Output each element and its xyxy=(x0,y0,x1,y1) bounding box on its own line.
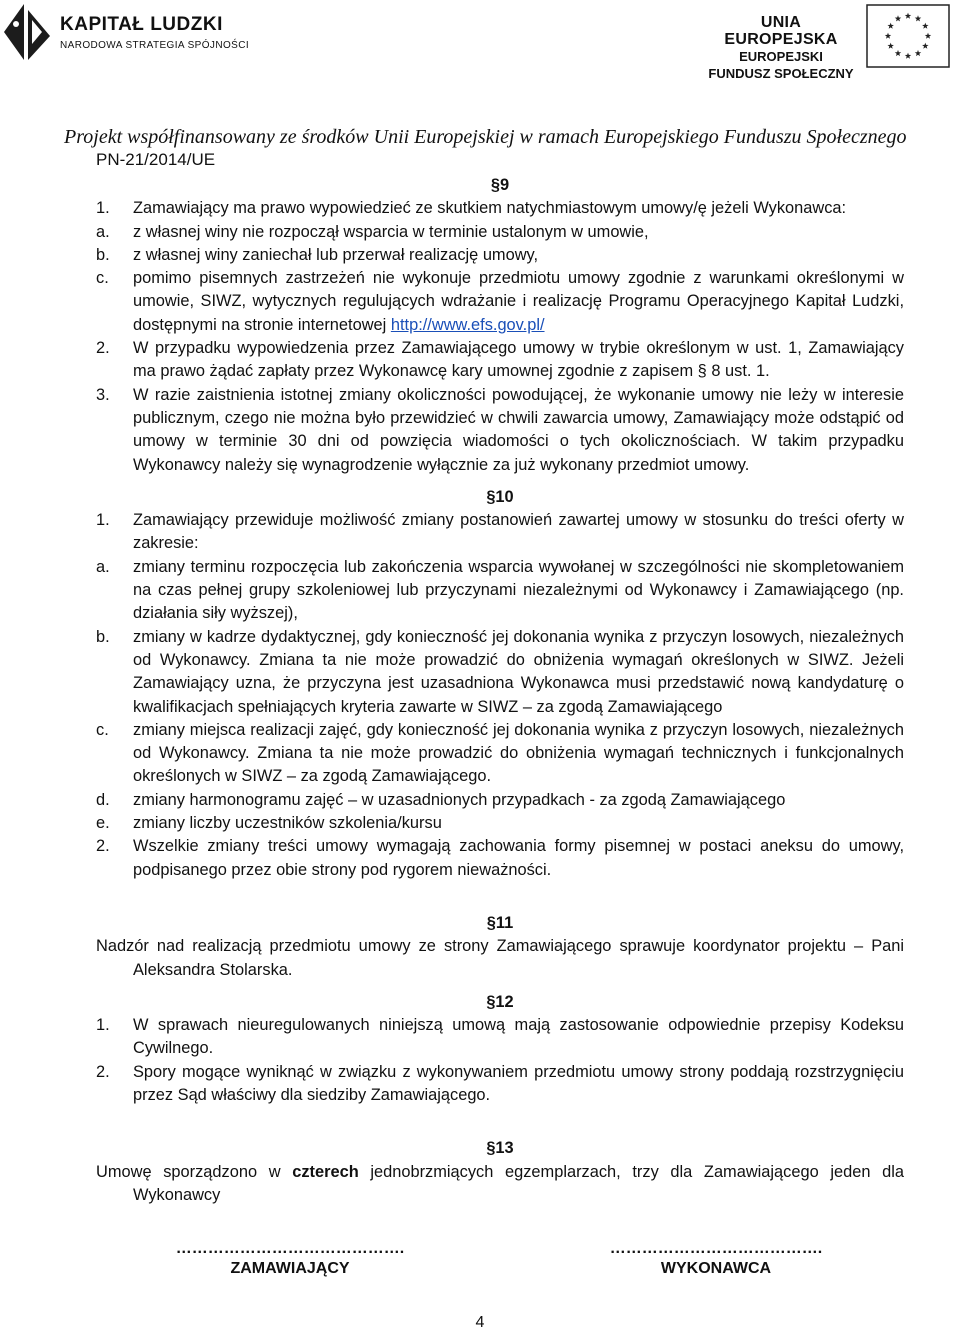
project-cofinancing-line: Projekt współfinansowany ze środków Unii Europejskiej w ramach Europejskiego Funduszu Społecznego xyxy=(64,126,907,148)
list-item: c. zmiany miejsca realizacji zajęć, gdy konieczność jej dokonania wynika z przyczyn losowych, niezależnych od Wykonawcy. Zmiana ta nie może prowadzić do obniżenia wymagań technicznych i funkcjonalnych określonych w SIWZ – za zgodą Zamawiającego. xyxy=(96,720,904,786)
eu-line3: FUNDUSZ SPOŁECZNY xyxy=(708,66,854,81)
list-item: b. zmiany w kadrze dydaktycznej, gdy konieczność jej dokonania wynika z przyczyn losowych, niezależnych od Wykonawcy. Zmiana ta nie może prowadzić do obniżenia wymagań określonych w SIWZ. Jeżeli Zamawiający uzna, że przyczyna jest uzasadniona Wykonawca musi przedstawić nową kandydaturę o kwalifikacjach spełniających kryteria zawarte w SIWZ – za zgodą Zamawiającego xyxy=(96,627,904,716)
signature-wykonawca xyxy=(596,1240,836,1278)
list-item: 2. Spory mogące wyniknąć w związku z wykonywaniem przedmiotu umowy strony poddają rozstrzygnięciu przez Sąd właściwy dla siedziby Zamawiającego. xyxy=(96,1062,904,1104)
list-item: c. pomimo pisemnych zastrzeżeń nie wykonuje przedmiotu umowy zgodnie z warunkami określonymi w umowie, SIWZ, wytycznych regulujących wdrażanie i realizację Programu Operacyjnego Kapitał Ludzki, dostępnymi na stronie internetowej http://www.efs.gov.pl/ xyxy=(96,269,904,334)
list-item-text: pomimo pisemnych zastrzeżeń nie wykonuje przedmiotu umowy zgodnie z warunkami określonymi w umowie, SIWZ, wytycznych regulujących wdrażanie i realizację Programu Operacyjnego Kapitał Ludzki, dostępnymi na stronie internetowej xyxy=(133,269,904,334)
document-body xyxy=(96,174,904,1207)
list-item: a. z własnej winy nie rozpoczął wsparcia w terminie ustalonym w umowie, xyxy=(96,222,649,241)
list-item: a. zmiany terminu rozpoczęcia lub zakończenia wsparcia wywołanej w szczególności nie skompletowaniem na czas pełnej grupy szkoleniowej lub przyczynami niezależnymi od Wykonawcy i Zamawiającego (np. działania siły wyższej), xyxy=(96,557,904,623)
list-item: b. z własnej winy zaniechał lub przerwał realizację umowy, xyxy=(96,245,539,264)
kapital-ludzki-subtitle: NARODOWA STRATEGIA SPÓJNOŚCI xyxy=(60,40,250,51)
page-number: 4 xyxy=(475,1314,485,1331)
list-item: d. zmiany harmonogramu zajęć – w uzasadnionych przypadkach - za zgodą Zamawiającego xyxy=(96,790,786,809)
page-header xyxy=(0,0,960,81)
section-title-9: §9 xyxy=(490,176,510,194)
kapital-ludzki-logo-icon xyxy=(4,4,52,60)
section-title-13: §13 xyxy=(486,1139,514,1158)
efs-link[interactable]: http://www.efs.gov.pl/ xyxy=(390,315,545,334)
signature-label: ZAMAWIAJĄCY xyxy=(230,1260,350,1277)
section-13-text: Umowę sporządzono w czterech jednobrzmiących egzemplarzach, trzy dla Zamawiającego jeden dla Wykonawcy xyxy=(96,1162,904,1204)
list-item: e. zmiany liczby uczestników szkolenia/kursu xyxy=(96,814,442,833)
reference-number: PN-21/2014/UE xyxy=(96,150,216,169)
eu-text-block xyxy=(708,14,854,82)
signature-label: WYKONAWCA xyxy=(660,1260,772,1277)
list-item: 1. W sprawach nieuregulowanych niniejszą umową mają zastosowanie odpowiednie przepisy Kodeksu Cywilnego. xyxy=(96,1016,904,1058)
list-item: 3. W razie zaistnienia istotnej zmiany okoliczności powodującej, że wykonanie umowy nie leży w interesie publicznym, czego nie można było przewidzieć w chwili zawarcia umowy, Zamawiający może odstąpić od umowy w terminie 30 dni od powzięcia wiadomości o tych okolicznościach. W takim przypadku Wykonawcy należy się wynagrodzenie wyłącznie za już wykonany przedmiot umowy. xyxy=(96,385,904,474)
signature-line: …………………………………. xyxy=(609,1240,823,1257)
section-title-11: §11 xyxy=(486,913,514,932)
signature-line: ……………………………………. xyxy=(175,1240,405,1257)
section-title-10: §10 xyxy=(486,487,514,506)
signature-zamawiajacy xyxy=(170,1240,410,1278)
eu-line1: UNIA EUROPEJSKA xyxy=(724,14,838,48)
eu-flag-icon xyxy=(866,4,950,68)
kapital-ludzki-title: KAPITAŁ LUDZKI xyxy=(60,14,223,35)
list-item: 1. Zamawiający przewiduje możliwość zmiany postanowień zawartej umowy w stosunku do treści oferty w zakresie: xyxy=(96,511,904,553)
list-item: 2. W przypadku wypowiedzenia przez Zamawiającego umowy w trybie określonym w ust. 1, Zamawiający ma prawo żądać zapłaty przez Wykonawcę kary umownej zgodnie z zapisem § 8 ust. 1. xyxy=(96,339,904,381)
section-title-12: §12 xyxy=(486,992,514,1011)
list-item: 2. Wszelkie zmiany treści umowy wymagają zachowania formy pisemnej w postaci aneksu do umowy, podpisanego przez obie strony pod rygorem nieważności. xyxy=(96,837,904,879)
eu-line2: EUROPEJSKI xyxy=(739,49,823,64)
list-item: 1. Zamawiający ma prawo wypowiedzieć ze skutkiem natychmiastowym umowy/ę jeżeli Wykonawca: xyxy=(96,199,847,218)
section-11-text: Nadzór nad realizacją przedmiotu umowy ze strony Zamawiającego sprawuje koordynator projektu – Pani Aleksandra Stolarska. xyxy=(96,937,904,979)
